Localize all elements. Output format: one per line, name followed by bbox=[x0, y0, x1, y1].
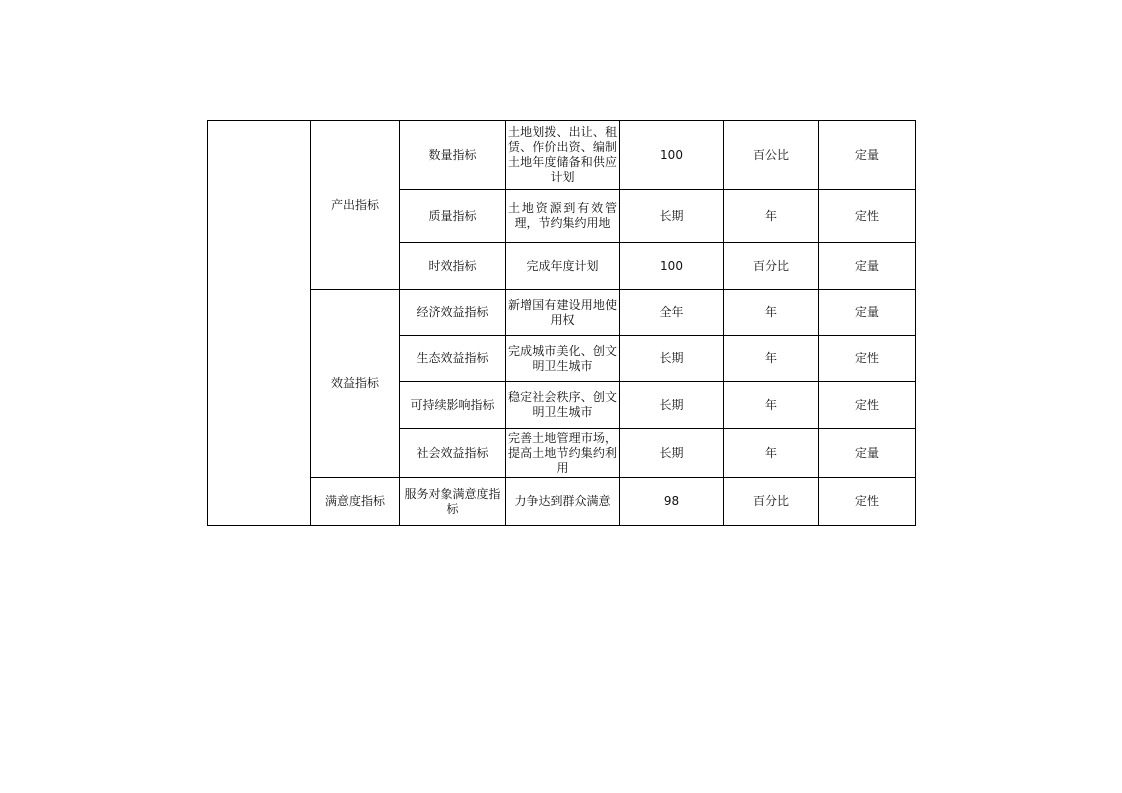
indicator-name-cell: 服务对象满意度指标 bbox=[400, 478, 506, 526]
indicator-nature-cell: 定性 bbox=[819, 190, 916, 243]
group-satisfaction-cell: 满意度指标 bbox=[311, 478, 400, 526]
indicator-value-cell: 长期 bbox=[620, 382, 724, 429]
indicator-unit-cell: 百分比 bbox=[724, 478, 819, 526]
group-benefit-cell: 效益指标 bbox=[311, 290, 400, 478]
indicator-name-cell: 可持续影响指标 bbox=[400, 382, 506, 429]
indicator-nature-cell: 定性 bbox=[819, 336, 916, 382]
indicator-name-cell: 质量指标 bbox=[400, 190, 506, 243]
indicator-value-cell: 长期 bbox=[620, 429, 724, 478]
indicator-name-cell: 数量指标 bbox=[400, 121, 506, 190]
indicator-nature-cell: 定性 bbox=[819, 382, 916, 429]
table-row bbox=[208, 478, 916, 526]
indicator-content-cell: 力争达到群众满意 bbox=[506, 478, 620, 526]
level1-indicator-cell bbox=[208, 121, 311, 526]
group-output-cell: 产出指标 bbox=[311, 121, 400, 290]
indicator-value-cell: 100 bbox=[620, 243, 724, 290]
indicator-nature-cell: 定量 bbox=[819, 121, 916, 190]
indicator-value-cell: 长期 bbox=[620, 336, 724, 382]
indicator-name-cell: 生态效益指标 bbox=[400, 336, 506, 382]
indicator-name-cell: 社会效益指标 bbox=[400, 429, 506, 478]
indicator-nature-cell: 定性 bbox=[819, 478, 916, 526]
performance-indicator-table bbox=[207, 120, 916, 526]
indicator-unit-cell: 百公比 bbox=[724, 121, 819, 190]
indicator-nature-cell: 定量 bbox=[819, 429, 916, 478]
indicator-unit-cell: 百分比 bbox=[724, 243, 819, 290]
indicator-value-cell: 长期 bbox=[620, 190, 724, 243]
indicator-nature-cell: 定量 bbox=[819, 243, 916, 290]
indicator-content-cell: 稳定社会秩序、创文明卫生城市 bbox=[506, 382, 620, 429]
indicator-content-cell: 完成城市美化、创文明卫生城市 bbox=[506, 336, 620, 382]
indicator-unit-cell: 年 bbox=[724, 290, 819, 336]
indicator-unit-cell: 年 bbox=[724, 382, 819, 429]
indicator-value-cell: 100 bbox=[620, 121, 724, 190]
indicator-value-cell: 98 bbox=[620, 478, 724, 526]
indicator-content-cell: 完成年度计划 bbox=[506, 243, 620, 290]
table-row bbox=[208, 290, 916, 336]
indicator-unit-cell: 年 bbox=[724, 190, 819, 243]
indicator-unit-cell: 年 bbox=[724, 336, 819, 382]
indicator-name-cell: 时效指标 bbox=[400, 243, 506, 290]
indicator-nature-cell: 定量 bbox=[819, 290, 916, 336]
indicator-value-cell: 全年 bbox=[620, 290, 724, 336]
indicator-content-cell: 完善土地管理市场，提高土地节约集约利用 bbox=[506, 429, 620, 478]
indicator-content-cell: 新增国有建设用地使用权 bbox=[506, 290, 620, 336]
indicator-content-cell: 土地资源到有效管理，节约集约用地 bbox=[506, 190, 620, 243]
indicator-content-cell: 土地划拨、出让、租赁、作价出资、编制土地年度储备和供应计划 bbox=[506, 121, 620, 190]
table-row bbox=[208, 121, 916, 190]
indicator-unit-cell: 年 bbox=[724, 429, 819, 478]
indicator-name-cell: 经济效益指标 bbox=[400, 290, 506, 336]
